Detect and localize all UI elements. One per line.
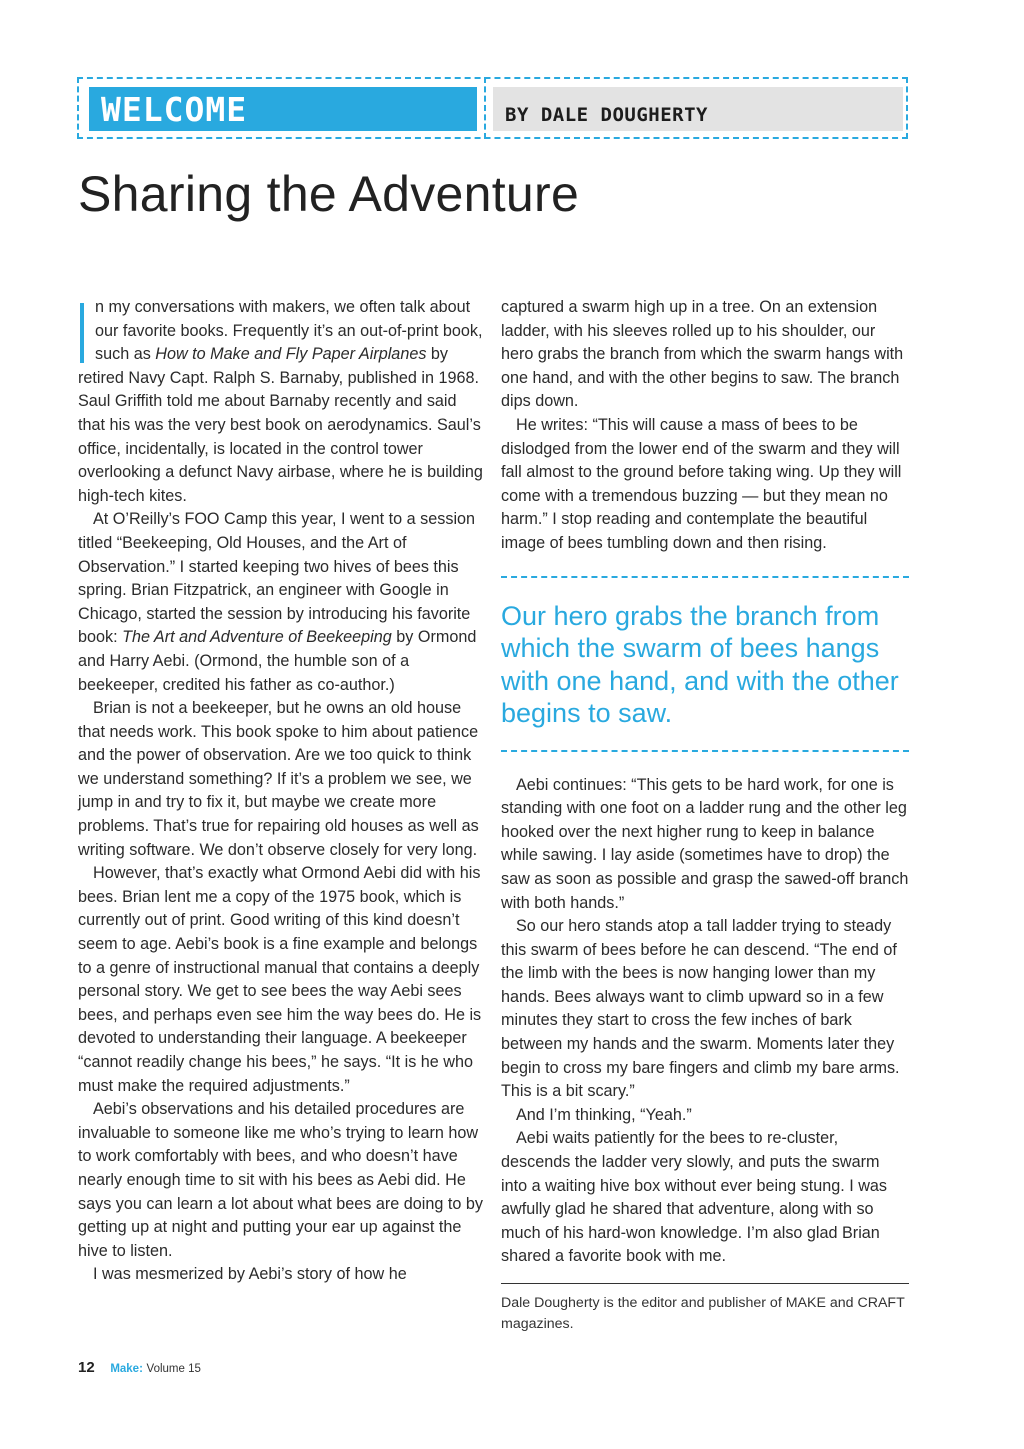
paragraph: He writes: “This will cause a mass of bees to be dislodged from the lower end of the swarm and they will fall almost to the ground before taking wing. Up they will come with a tremendous buzzing — but they mean no harm.” I stop reading and contemplate the beautiful image of bees tumbling down and then rising. — [501, 415, 902, 552]
spacer — [501, 752, 909, 774]
paragraph: captured a swarm high up in a tree. On an extension ladder, with his sleeves rolled up to his shoulder, our hero grabs the branch from which the swarm hangs with one hand, and with the other begins to saw. The branch dips down. — [501, 298, 904, 411]
article-title: Sharing the Adventure — [78, 166, 580, 222]
paragraph: Aebi’s observations and his detailed procedures are invaluable to someone like me who’s trying to learn how to work comfortably with bees, and who doesn’t have nearly enough time to sit with his bees as Aebi did. He says you can learn a lot about what bees are doing to by getting up at night and putting your ear up against the hive to listen. — [78, 1100, 483, 1260]
left-column — [78, 296, 488, 1287]
pull-quote-rule-top — [501, 576, 909, 578]
paragraph — [78, 296, 488, 508]
page-number: 12 — [78, 1359, 95, 1376]
paragraph: Aebi continues: “This gets to be hard work, for one is standing with one foot on a ladder rung and the other leg hooked over the next higher rung to keep in balance while sawing. I lay aside (sometimes have to drop) the saw as soon as possible and grasp the sawed-off branch with both hands.” — [501, 775, 909, 912]
paragraph: I was mesmerized by Aebi’s story of how he — [93, 1265, 407, 1284]
section-label-box — [89, 87, 477, 131]
byline-box — [493, 87, 903, 131]
volume-label: Volume 15 — [146, 1363, 201, 1375]
section-header — [77, 77, 908, 139]
paragraph: However, that’s exactly what Ormond Aebi did with his bees. Brian lent me a copy of the 1975 book, which is currently out of print. Good writing of this kind doesn’t seem to age. Aebi’s book is a fine example and belongs to a genre of instructional manual that contains a deeply personal story. We get to see bees the way Aebi sees bees, and perhaps even see him the way bees do. He is devoted to understanding their language. A beekeeper “cannot readily change his bees,” he says. “It is he who must make the required adjustments.” — [78, 864, 482, 1095]
text-run: by retired Navy Capt. Ralph S. Barnaby, published in 1968. Saul Griffith told me about Barnaby recently and said that his was the very best book on aerodynamics. Saul’s office, incidentally, is located in the control tower overlooking a defunct Navy airbase, where he is building high-tech kites. — [78, 345, 483, 505]
paragraph: Aebi waits patiently for the bees to re-cluster, descends the ladder very slowly, and puts the swarm into a waiting hive box without ever being stung. I was awfully glad he shared that adventure, along with so much of his hard-won knowledge. I’m also glad Brian shared a favorite book with me. — [501, 1129, 888, 1266]
paragraph: And I’m thinking, “Yeah.” — [516, 1105, 692, 1124]
paragraph: Brian is not a beekeeper, but he owns an old house that needs work. This book spoke to him about patience and the power of observation. Are we too quick to think we understand something? If it’s a problem we see, we jump in and try to fix it, but maybe we create more problems. That’s true for repairing old houses as well as writing software. We don’t observe closely for very long. — [78, 699, 479, 859]
right-column — [501, 296, 909, 1335]
book-title: How to Make and Fly Paper Airplanes — [155, 345, 427, 364]
page-footer — [78, 1359, 201, 1378]
author-bio: Dale Dougherty is the editor and publisher of MAKE and CRAFT magazines. — [501, 1295, 905, 1332]
section-label: WELCOME — [101, 90, 248, 129]
header-divider — [484, 77, 486, 139]
byline: BY DALE DOUGHERTY — [505, 104, 708, 126]
paragraph: So our hero stands atop a tall ladder trying to steady this swarm of bees before he can descend. “The end of the limb with the bees is now hanging lower than my hands. Bees always want to climb upward so in a few minutes they start to cross the few inches of bark between my hands and the swarm. Moments later they begin to cross my bare fingers and climb my bare arms. This is a bit scary.” — [501, 917, 900, 1101]
magazine-name: Make: — [110, 1363, 143, 1375]
book-title: The Art and Adventure of Beekeeping — [122, 628, 392, 647]
text-run: n my conversations with makers, we often talk about our favorite books. Frequently it’s an out-of-print book, such as — [95, 298, 483, 364]
pull-quote: Our hero grabs the branch from which the swarm of bees hangs with one hand, and with the other begins to saw. — [501, 600, 899, 729]
paragraph — [78, 508, 488, 697]
drop-cap-bar — [80, 303, 84, 363]
text-run: by Ormond and Harry Aebi. (Ormond, the humble son of a beekeeper, credited his father as co-author.) — [78, 628, 477, 694]
text-run: At O’Reilly’s FOO Camp this year, I went to a session titled “Beekeeping, Old Houses, and the Art of Observation.” I started keeping two hives of bees this spring. Brian Fitzpatrick, an engineer with Google in Chicago, started the session by introducing his favorite book: — [78, 510, 476, 647]
bio-rule — [501, 1283, 909, 1284]
